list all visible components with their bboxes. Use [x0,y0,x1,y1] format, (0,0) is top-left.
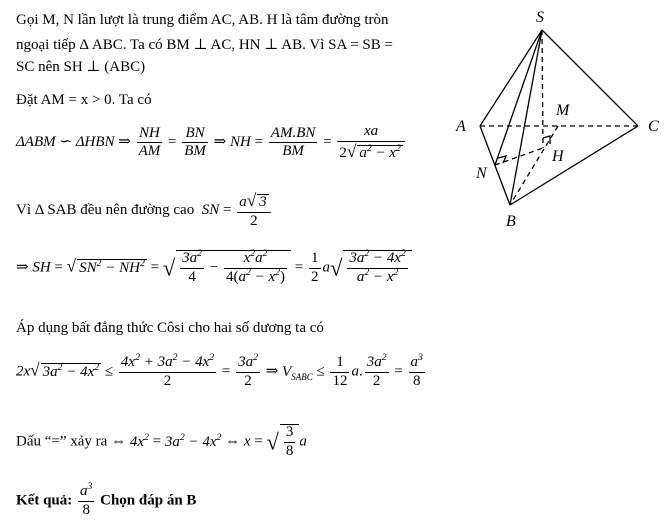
result-choice: Chọn đáp án B [100,492,197,509]
intro-line-1: Gọi M, N lần lượt là trung điểm AC, AB. H là tâm đường tròn [16,12,389,28]
equality-text: Dấu “=” xảy ra [16,433,108,450]
label-S: S [536,9,544,26]
similarity-formula: ΔABM ∽ ΔHBN ⇒ $\frac{NH}{AM}$ = $\frac{BN}{BM}$ ⇒ NH = $\frac{AM.BN}{BM}$ = $\frac{xa}{2√ a^2 - x^2}$ [16,124,407,162]
height-text: Vì Δ SAB đều nên đường cao [16,202,195,219]
label-A: A [456,118,466,135]
result-line: Kết quả: $\frac{a^3}{8}$ Chọn đáp án B [16,481,197,518]
edge-SB [510,30,542,205]
label-B: B [506,213,516,230]
sh-formula: ⇒ SH = √ $SN^2 - NH^2$ = √ $\frac{3a^2}{4}$ − $\frac{x^2a^2}{4(a^2 - x^2)}$ = $\frac{1}{2}$ a√ $\frac{3a^2 - 4x^2}{a^2 - x^2}$ [16,250,412,286]
label-H: H [552,148,564,165]
height-line: Vì Δ SAB đều nên đường cao SN = $\frac{a√ 3}{2}$ [16,192,273,230]
cauchy-line: Áp dụng bất đẳng thức Côsi cho hai số dương ta có [16,320,324,336]
edge-BC [510,126,638,205]
set-variable-line: Đặt AM = x > 0. Ta có [16,92,152,108]
label-N: N [476,165,487,182]
segment-SH [542,30,543,148]
cauchy-formula: 2x√ $3a^2 - 4x^2$ ≤ $\frac{4x^2 + 3a^2 - 4x^2}{2}$ = $\frac{3a^2}{2}$ ⇒ $V_{SABC}$ ≤ $\frac{1}{12}$ a. $\frac{3a^2}{2}$ = $\frac{a^3}{8}$ [16,352,423,389]
label-M: M [556,102,570,119]
right-angle-H [543,136,550,144]
equality-line: Dấu “=” xảy ra ⇔ $4x^2 = 3a^2 - 4x^2$ ⇔ x = √ $\frac{3}{8}$ a [16,424,307,459]
result-label: Kết quả: [16,492,73,509]
segment-SN [495,30,542,165]
label-C: C [648,118,659,135]
intro-line-3: SC nên SH ⊥ (ABC) [16,59,146,75]
pyramid-figure [440,0,666,240]
intro-line-2: ngoại tiếp Δ ABC. Ta có BM ⊥ AC, HN ⊥ AB. Vì SA = SB = [16,37,393,53]
